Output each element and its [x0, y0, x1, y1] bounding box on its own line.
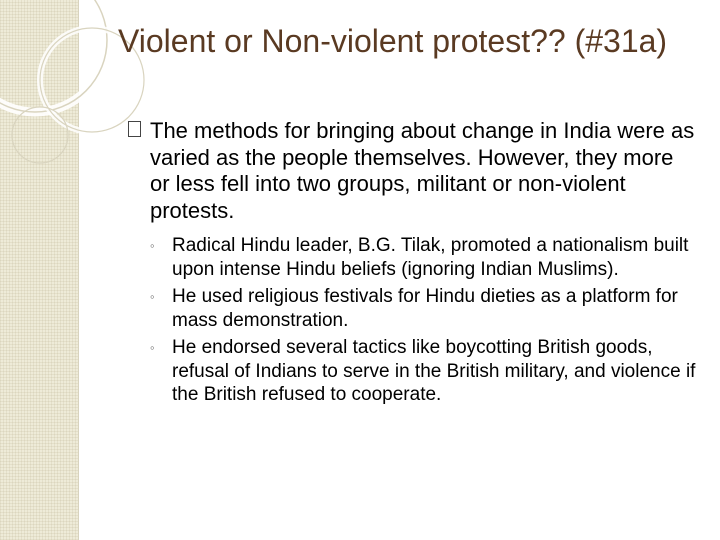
sub-bullet-text: Radical Hindu leader, B.G. Tilak, promoted a nationalism built upon intense Hindu beliefs (ignoring Indian Muslims). — [172, 235, 689, 280]
main-bullet-text: The methods for bringing about change in India were as varied as the people themselves. However, they more or less fell into two groups, militant or non-violent protests. — [150, 118, 695, 223]
sub-bullet-text: He endorsed several tactics like boycotting British goods, refusal of Indians to serve in the British military, and violence if the British refused to cooperate. — [172, 337, 696, 405]
side-panel-divider — [78, 0, 79, 540]
side-pattern-panel — [0, 0, 78, 540]
bullet-box-icon — [128, 121, 141, 137]
sub-bullet-text: He used religious festivals for Hindu dieties as a platform for mass demonstration. — [172, 286, 678, 331]
sub-bullet-item — [128, 336, 698, 407]
hollow-circle-bullet-icon: ◦ — [150, 238, 155, 253]
hollow-circle-bullet-icon: ◦ — [150, 340, 155, 355]
sub-bullet-item — [128, 234, 698, 281]
sub-bullet-list — [128, 234, 698, 407]
slide-title: Violent or Non-violent protest?? (#31a) — [118, 23, 668, 59]
sub-bullet-item — [128, 285, 698, 332]
hollow-circle-bullet-icon: ◦ — [150, 289, 155, 304]
main-bullet — [128, 118, 698, 224]
slide-body — [128, 118, 698, 411]
